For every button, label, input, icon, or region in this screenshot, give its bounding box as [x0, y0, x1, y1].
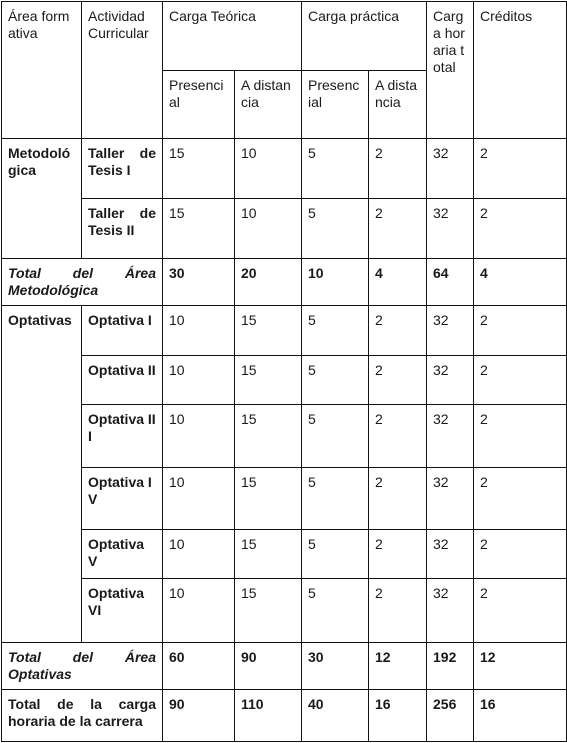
teorica-presencial: 10 [163, 405, 235, 468]
practica-distancia: 2 [369, 199, 427, 259]
total-optativas-label: Total del Área Optativas [2, 643, 163, 690]
practica-presencial: 5 [302, 579, 369, 643]
carga-total: 32 [427, 199, 474, 259]
teorica-distancia: 10 [235, 139, 302, 199]
practica-distancia: 2 [369, 139, 427, 199]
total-teorica-presencial: 30 [163, 259, 235, 306]
teorica-distancia: 15 [235, 356, 302, 405]
practica-presencial: 5 [302, 405, 369, 468]
carga-total: 32 [427, 356, 474, 405]
carga-total: 32 [427, 530, 474, 579]
grand-carga: 256 [427, 690, 474, 742]
total-row-optativas [2, 643, 567, 690]
creditos: 2 [474, 405, 567, 468]
header-row-top [2, 2, 567, 71]
grand-practica-presencial: 40 [302, 690, 369, 742]
total-teorica-distancia: 20 [235, 259, 302, 306]
practica-distancia: 2 [369, 405, 427, 468]
table-row [2, 530, 567, 579]
practica-distancia: 2 [369, 468, 427, 530]
teorica-presencial: 10 [163, 306, 235, 356]
actividad-cell: Taller de Tesis I [82, 139, 163, 199]
area-metodologica: Metodológica [2, 139, 82, 259]
teorica-presencial: 10 [163, 356, 235, 405]
actividad-cell: Optativa III [82, 405, 163, 468]
header-actividad: Actividad Curricular [82, 2, 163, 139]
teorica-presencial: 15 [163, 199, 235, 259]
grand-practica-distancia: 16 [369, 690, 427, 742]
practica-distancia: 2 [369, 306, 427, 356]
teorica-distancia: 15 [235, 405, 302, 468]
table-row [2, 579, 567, 643]
total-carga: 64 [427, 259, 474, 306]
practica-presencial: 5 [302, 199, 369, 259]
actividad-cell: Taller de Tesis II [82, 199, 163, 259]
total-creditos: 12 [474, 643, 567, 690]
header-distancia-teorica: A distancia [235, 71, 302, 139]
table-row [2, 306, 567, 356]
actividad-cell: Optativa II [82, 356, 163, 405]
practica-presencial: 5 [302, 468, 369, 530]
total-teorica-distancia: 90 [235, 643, 302, 690]
practica-presencial: 5 [302, 306, 369, 356]
actividad-cell: Optativa V [82, 530, 163, 579]
teorica-distancia: 15 [235, 306, 302, 356]
header-creditos: Créditos [474, 2, 567, 139]
header-presencial-teorica: Presencial [163, 71, 235, 139]
header-area: Área formativa [2, 2, 82, 139]
total-practica-presencial: 30 [302, 643, 369, 690]
practica-presencial: 5 [302, 356, 369, 405]
creditos: 2 [474, 356, 567, 405]
table-row [2, 199, 567, 259]
grand-total-row [2, 690, 567, 742]
carga-total: 32 [427, 468, 474, 530]
header-carga-practica: Carga práctica [302, 2, 427, 71]
total-row-metodologica [2, 259, 567, 306]
actividad-cell: Optativa IV [82, 468, 163, 530]
header-distancia-practica: A distancia [369, 71, 427, 139]
table-row [2, 405, 567, 468]
carga-total: 32 [427, 139, 474, 199]
teorica-distancia: 15 [235, 468, 302, 530]
grand-teorica-distancia: 110 [235, 690, 302, 742]
total-practica-distancia: 12 [369, 643, 427, 690]
teorica-presencial: 10 [163, 579, 235, 643]
grand-total-label: Total de la carga horaria de la carrera [2, 690, 163, 742]
practica-presencial: 5 [302, 530, 369, 579]
creditos: 2 [474, 199, 567, 259]
practica-distancia: 2 [369, 530, 427, 579]
creditos: 2 [474, 579, 567, 643]
total-practica-presencial: 10 [302, 259, 369, 306]
grand-teorica-presencial: 90 [163, 690, 235, 742]
header-carga-teorica: Carga Teórica [163, 2, 302, 71]
table-row [2, 139, 567, 199]
table-row [2, 356, 567, 405]
total-teorica-presencial: 60 [163, 643, 235, 690]
actividad-cell: Optativa I [82, 306, 163, 356]
header-carga-horaria: Carga horaria total [427, 2, 474, 139]
teorica-distancia: 10 [235, 199, 302, 259]
creditos: 2 [474, 306, 567, 356]
creditos: 2 [474, 530, 567, 579]
curriculum-table [1, 1, 567, 742]
table-row [2, 468, 567, 530]
total-creditos: 4 [474, 259, 567, 306]
actividad-cell: Optativa VI [82, 579, 163, 643]
carga-total: 32 [427, 405, 474, 468]
grand-creditos: 16 [474, 690, 567, 742]
total-metodologica-label: Total del Área Metodológica [2, 259, 163, 306]
carga-total: 32 [427, 306, 474, 356]
practica-presencial: 5 [302, 139, 369, 199]
total-practica-distancia: 4 [369, 259, 427, 306]
creditos: 2 [474, 139, 567, 199]
carga-total: 32 [427, 579, 474, 643]
teorica-distancia: 15 [235, 530, 302, 579]
area-optativas: Optativas [2, 306, 82, 643]
creditos: 2 [474, 468, 567, 530]
header-presencial-practica: Presencial [302, 71, 369, 139]
practica-distancia: 2 [369, 356, 427, 405]
teorica-distancia: 15 [235, 579, 302, 643]
teorica-presencial: 15 [163, 139, 235, 199]
practica-distancia: 2 [369, 579, 427, 643]
teorica-presencial: 10 [163, 530, 235, 579]
teorica-presencial: 10 [163, 468, 235, 530]
total-carga: 192 [427, 643, 474, 690]
